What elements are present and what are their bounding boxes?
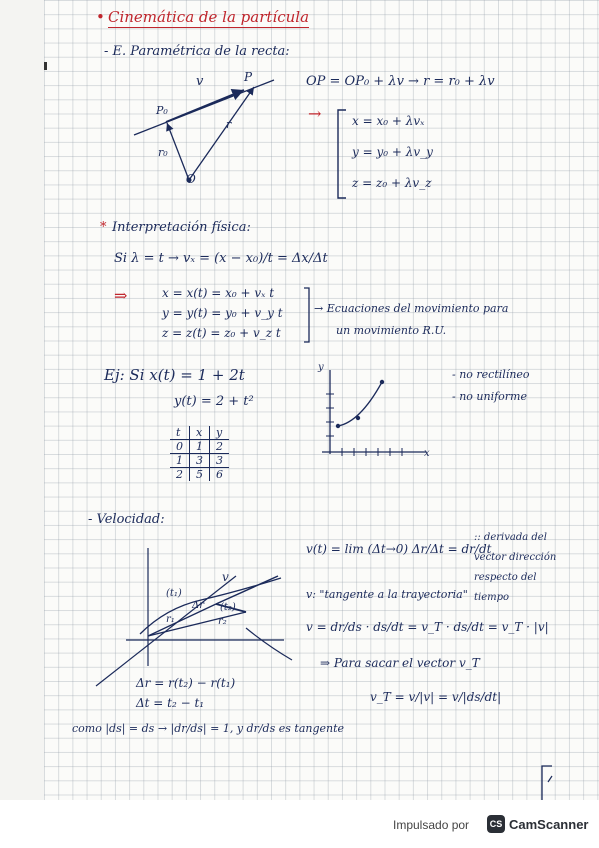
fig2-label-r1: r₁ <box>166 614 175 625</box>
arrow-icon: → <box>308 104 322 123</box>
param-z: z = z₀ + λv_z <box>352 176 432 190</box>
table-cell: 5 <box>190 468 210 482</box>
velocity-tangent: v: "tangente a la trayectoria" <box>306 588 468 601</box>
camscanner-brand: CamScanner <box>509 817 589 832</box>
table-header-row <box>170 426 229 440</box>
table-cell: 2 <box>170 468 190 482</box>
fig1-label-r0: r₀ <box>158 146 168 159</box>
note-not-uniform: - no uniforme <box>452 390 527 403</box>
motion-note-2: un movimiento R.U. <box>336 324 447 337</box>
unit-vector-equation: v_T = v/|v| = v/|ds/dt| <box>370 690 502 704</box>
example-line-2: y(t) = 2 + t² <box>174 394 254 409</box>
title-bullet: • <box>96 8 105 26</box>
powered-by-text: Impulsado por <box>393 818 470 832</box>
velocity-chain: v = dr/ds · ds/dt = v_T · ds/dt = v_T · |v| <box>306 620 549 634</box>
delta-t-equation: Δt = t₂ − t₁ <box>136 696 205 710</box>
interp-equation: Si λ = t → vₓ = (x − x₀)/t = Δx/Δt <box>114 251 328 266</box>
fig1-label-v: v <box>196 74 204 89</box>
motion-note-1: → Ecuaciones del movimiento para <box>314 302 509 315</box>
velocity-definition: v(t) = lim (Δt→0) Δr/Δt = dr/dt <box>306 542 492 556</box>
values-table <box>170 426 229 481</box>
motion-y: y = y(t) = y₀ + v_y t <box>162 306 283 320</box>
fig2-label-t1: (t₁) <box>166 588 182 599</box>
interp-bullet: * <box>100 220 107 235</box>
param-y: y = y₀ + λv_y <box>352 145 433 159</box>
table-cell: 2 <box>210 440 230 454</box>
fig1-label-o: O <box>186 172 196 186</box>
system-bracket <box>334 108 348 200</box>
table-row <box>170 440 229 454</box>
table-header-cell: t <box>170 426 190 440</box>
unit-vector-note: ⇒ Para sacar el vector v_T <box>320 656 480 670</box>
fig1-label-r: r <box>226 118 232 131</box>
velocity-note: :: derivada del vector dirección respecto del tiempo <box>474 532 557 603</box>
table-header-cell: x <box>190 426 210 440</box>
table-cell: 3 <box>210 454 230 468</box>
ds-relation: como |ds| = ds → |dr/ds| = 1, y dr/ds es tangente <box>72 722 345 735</box>
delta-r-equation: Δr = r(t₂) − r(t₁) <box>136 676 236 690</box>
fig1-label-p: P <box>244 70 253 84</box>
implies-icon: ⇒ <box>114 286 128 305</box>
corner-mark <box>538 760 558 800</box>
graph-axis-x: x <box>424 448 430 459</box>
note-not-rectilinear: - no rectilíneo <box>452 368 530 381</box>
page-title: Cinemática de la partícula <box>108 8 310 26</box>
section-interpretation: Interpretación física: <box>112 220 251 235</box>
motion-brace <box>302 286 312 344</box>
table-cell: 3 <box>190 454 210 468</box>
fig2-label-t2: (t₂) <box>220 602 236 613</box>
fig2-label-r2: r₂ <box>218 616 227 627</box>
table-cell: 0 <box>170 440 190 454</box>
motion-z: z = z(t) = z₀ + v_z t <box>162 326 281 340</box>
fig1-label-p0: P₀ <box>156 104 168 117</box>
table-header-cell: y <box>210 426 230 440</box>
motion-x: x = x(t) = x₀ + vₓ t <box>162 286 275 300</box>
camscanner-logo-icon: CS <box>487 815 505 833</box>
table-cell: 6 <box>216 468 223 481</box>
fig2-label-dr: Δr <box>192 600 205 611</box>
section-parametric: - E. Paramétrica de la recta: <box>104 44 290 59</box>
table-row <box>170 454 229 468</box>
table-row <box>170 468 229 482</box>
page-edge-mark <box>44 62 47 70</box>
example-line-1: Ej: Si x(t) = 1 + 2t <box>104 366 245 384</box>
graph-axis-y: y <box>318 362 324 373</box>
fig2-label-v: v <box>222 570 229 584</box>
parametric-line-figure <box>124 60 304 190</box>
table-cell: 1 <box>170 454 190 468</box>
vector-equation: OP = OP₀ + λv → r = r₀ + λv <box>306 74 495 89</box>
notebook-page <box>44 0 599 800</box>
section-velocity: - Velocidad: <box>88 512 165 527</box>
table-cell: 1 <box>190 440 210 454</box>
velocity-figure <box>96 548 296 688</box>
param-x: x = x₀ + λvₓ <box>352 114 425 128</box>
trajectory-graph <box>320 364 430 464</box>
